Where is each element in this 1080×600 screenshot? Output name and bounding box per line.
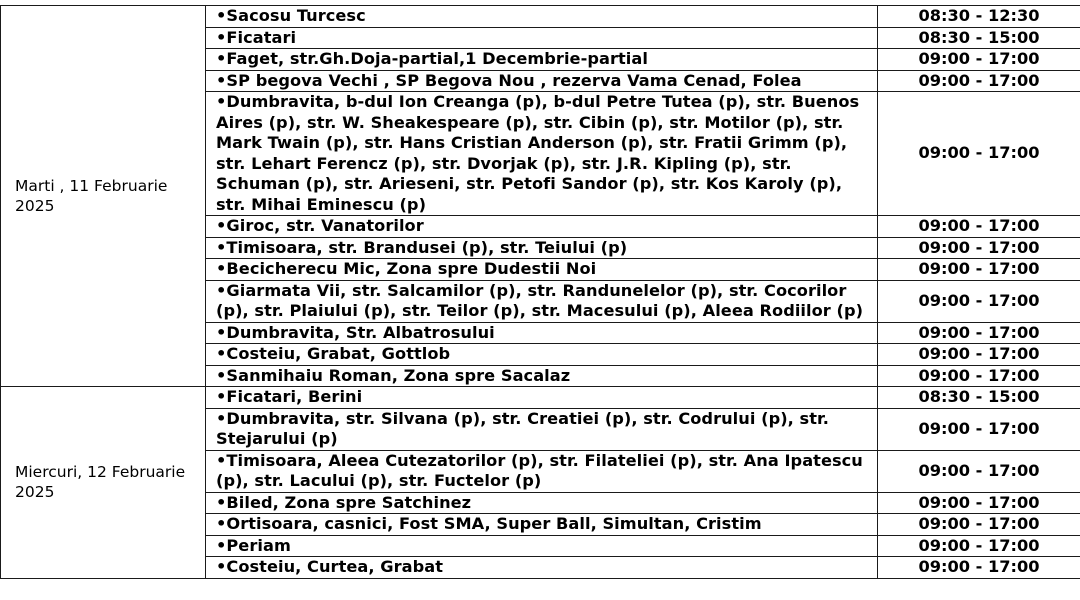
location-cell: •Faget, str.Gh.Doja-partial,1 Decembrie-partial	[206, 49, 878, 71]
time-cell: 09:00 - 17:00	[878, 365, 1080, 387]
location-cell: •Becicherecu Mic, Zona spre Dudestii Noi	[206, 259, 878, 281]
time-cell: 09:00 - 17:00	[878, 344, 1080, 366]
location-cell: •Costeiu, Grabat, Gottlob	[206, 344, 878, 366]
location-cell: •Costeiu, Curtea, Grabat	[206, 557, 878, 579]
time-cell: 09:00 - 17:00	[878, 535, 1080, 557]
location-cell: •Timisoara, str. Brandusei (p), str. Teiului (p)	[206, 237, 878, 259]
location-cell: •Dumbravita, b-dul Ion Creanga (p), b-dul Petre Tutea (p), str. Buenos Aires (p), str. W. Sheakespeare (p), str. Cibin (p), str. Motilor (p), str. Mark Twain (p), str. Hans Cristian Anderson (p), str. Fratii Grimm (p), str. Lehart Ferencz (p), str. Dvorjak (p), str. J.R. Kipling (p), str. Schuman (p), str. Arieseni, str. Petofi Sandor (p), str. Kos Karoly (p), str. Mihai Eminescu (p)	[206, 92, 878, 216]
time-cell: 09:00 - 17:00	[878, 216, 1080, 238]
location-cell: •SP begova Vechi , SP Begova Nou , rezerva Vama Cenad, Folea	[206, 70, 878, 92]
time-cell: 09:00 - 17:00	[878, 237, 1080, 259]
time-cell: 09:00 - 17:00	[878, 92, 1080, 216]
location-cell: •Timisoara, Aleea Cutezatorilor (p), str. Filateliei (p), str. Ana Ipatescu (p), str. Lacului (p), str. Fuctelor (p)	[206, 450, 878, 492]
time-cell: 09:00 - 17:00	[878, 514, 1080, 536]
table-row	[1, 6, 1080, 28]
location-cell: •Ortisoara, casnici, Fost SMA, Super Ball, Simultan, Cristim	[206, 514, 878, 536]
time-cell: 09:00 - 17:00	[878, 408, 1080, 450]
time-cell: 09:00 - 17:00	[878, 492, 1080, 514]
time-cell: 08:30 - 15:00	[878, 27, 1080, 49]
time-cell: 09:00 - 17:00	[878, 259, 1080, 281]
location-cell: •Dumbravita, Str. Albatrosului	[206, 322, 878, 344]
location-cell: •Giarmata Vii, str. Salcamilor (p), str. Randunelelor (p), str. Cocorilor (p), str. Plaiului (p), str. Teilor (p), str. Macesului (p), Aleea Rodiilor (p)	[206, 280, 878, 322]
time-cell: 08:30 - 15:00	[878, 387, 1080, 409]
location-cell: •Sacosu Turcesc	[206, 6, 878, 28]
location-cell: •Periam	[206, 535, 878, 557]
location-cell: •Ficatari, Berini	[206, 387, 878, 409]
location-cell: •Biled, Zona spre Satchinez	[206, 492, 878, 514]
time-cell: 09:00 - 17:00	[878, 280, 1080, 322]
time-cell: 09:00 - 17:00	[878, 450, 1080, 492]
time-cell: 09:00 - 17:00	[878, 49, 1080, 71]
location-cell: •Sanmihaiu Roman, Zona spre Sacalaz	[206, 365, 878, 387]
location-cell: •Giroc, str. Vanatorilor	[206, 216, 878, 238]
date-cell: Marti , 11 Februarie 2025	[1, 6, 206, 387]
location-cell: •Ficatari	[206, 27, 878, 49]
location-cell: •Dumbravita, str. Silvana (p), str. Creatiei (p), str. Codrului (p), str. Stejarului (p)	[206, 408, 878, 450]
time-cell: 09:00 - 17:00	[878, 557, 1080, 579]
time-cell: 09:00 - 17:00	[878, 322, 1080, 344]
table-row	[1, 387, 1080, 409]
time-cell: 08:30 - 12:30	[878, 6, 1080, 28]
outage-schedule-table	[0, 5, 1080, 579]
date-cell: Miercuri, 12 Februarie 2025	[1, 387, 206, 579]
time-cell: 09:00 - 17:00	[878, 70, 1080, 92]
